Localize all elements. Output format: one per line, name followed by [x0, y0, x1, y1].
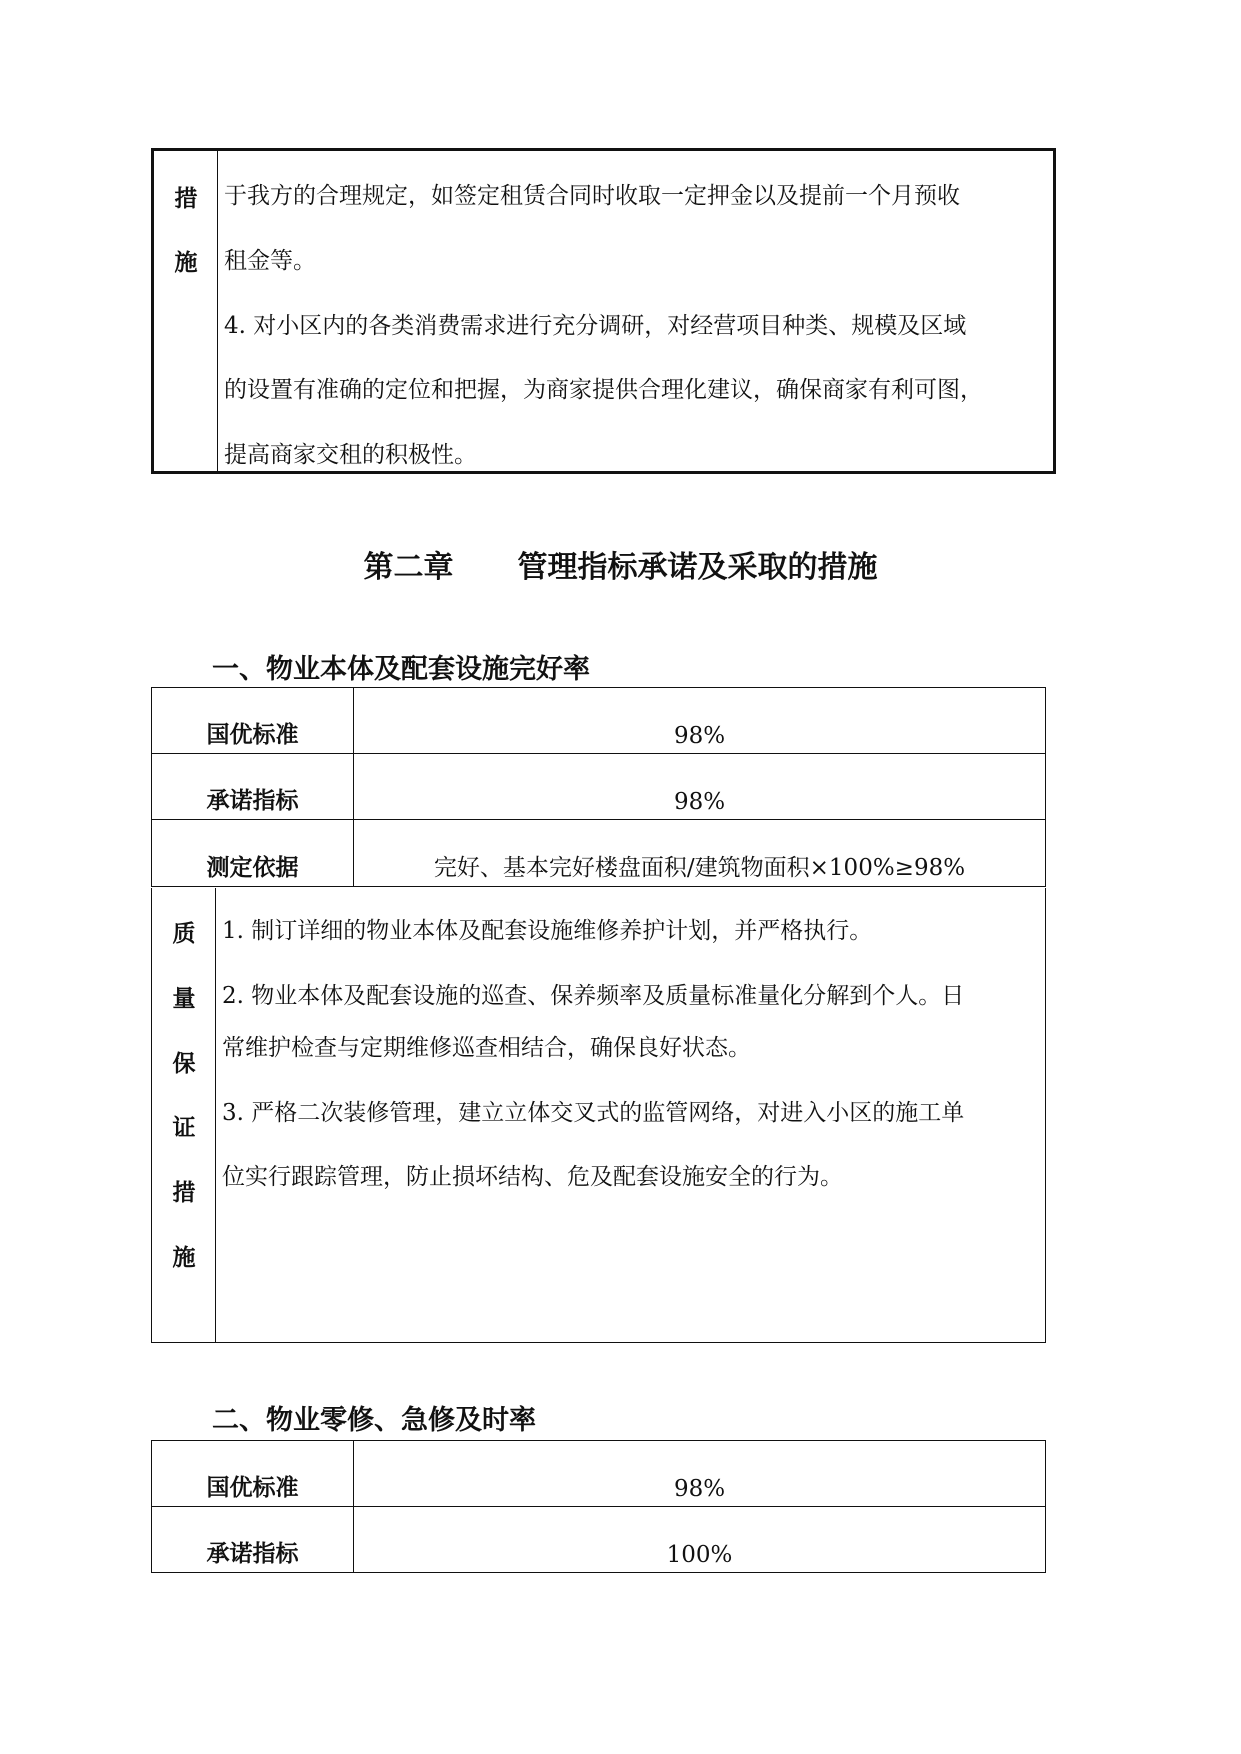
indicator-table-1: [151, 687, 1046, 887]
label-char: 量: [172, 985, 196, 1012]
row-label: 国优标准: [152, 1441, 354, 1507]
row-value: 98%: [354, 688, 1046, 754]
label-char: 施: [174, 249, 198, 276]
table-row: [152, 754, 1046, 820]
row-value: 100%: [354, 1507, 1046, 1573]
label-char: 证: [172, 1114, 196, 1141]
text-line: 租金等。: [224, 248, 316, 274]
text-line: 4. 对小区内的各类消费需求进行充分调研，对经营项目种类、规模及区域: [224, 313, 967, 339]
label-char: 保: [172, 1050, 196, 1077]
row-label: 承诺指标: [152, 1507, 354, 1573]
label-char: 措: [174, 185, 198, 212]
measures-continuation-table: [151, 148, 1056, 474]
text-line: 的设置有准确的定位和把握，为商家提供合理化建议，确保商家有利可图，: [224, 377, 983, 403]
row-value: 98%: [354, 754, 1046, 820]
text-line: 1. 制订详细的物业本体及配套设施维修养护计划，并严格执行。: [222, 918, 873, 944]
table-row: [152, 688, 1046, 754]
label-char: 措: [172, 1179, 196, 1206]
text-line: 提高商家交租的积极性。: [224, 442, 477, 468]
text-line: 位实行跟踪管理，防止损坏结构、危及配套设施安全的行为。: [222, 1164, 843, 1190]
label-char: 施: [172, 1244, 196, 1271]
table-row: [152, 820, 1046, 887]
measures-label-cell: [154, 151, 218, 471]
chapter-heading: [0, 542, 1241, 586]
section-heading: 二、物业零修、急修及时率: [212, 1405, 536, 1436]
row-value: 完好、基本完好楼盘面积/建筑物面积×100%≥98%: [354, 820, 1046, 887]
quality-label-cell: [152, 888, 216, 1342]
text-line: 于我方的合理规定，如签定租赁合同时收取一定押金以及提前一个月预收: [224, 183, 960, 209]
section-heading: 一、物业本体及配套设施完好率: [212, 654, 590, 685]
table-row: [152, 1441, 1046, 1507]
label-char: 质: [172, 920, 196, 947]
chapter-title: 管理指标承诺及采取的措施: [517, 550, 878, 585]
row-value: 98%: [354, 1441, 1046, 1507]
row-label: 承诺指标: [152, 754, 354, 820]
chapter-number: 第二章: [363, 550, 454, 585]
text-line: 3. 严格二次装修管理，建立立体交叉式的监管网络，对进入小区的施工单: [222, 1100, 965, 1126]
row-label: 测定依据: [152, 820, 354, 887]
indicator-table-2: [151, 1440, 1046, 1573]
table-row: [152, 1507, 1046, 1573]
quality-assurance-measures: [151, 888, 1046, 1343]
text-line: 常维护检查与定期维修巡查相结合，确保良好状态。: [222, 1035, 751, 1061]
text-line: 2. 物业本体及配套设施的巡查、保养频率及质量标准量化分解到个人。日: [222, 983, 965, 1009]
row-label: 国优标准: [152, 688, 354, 754]
